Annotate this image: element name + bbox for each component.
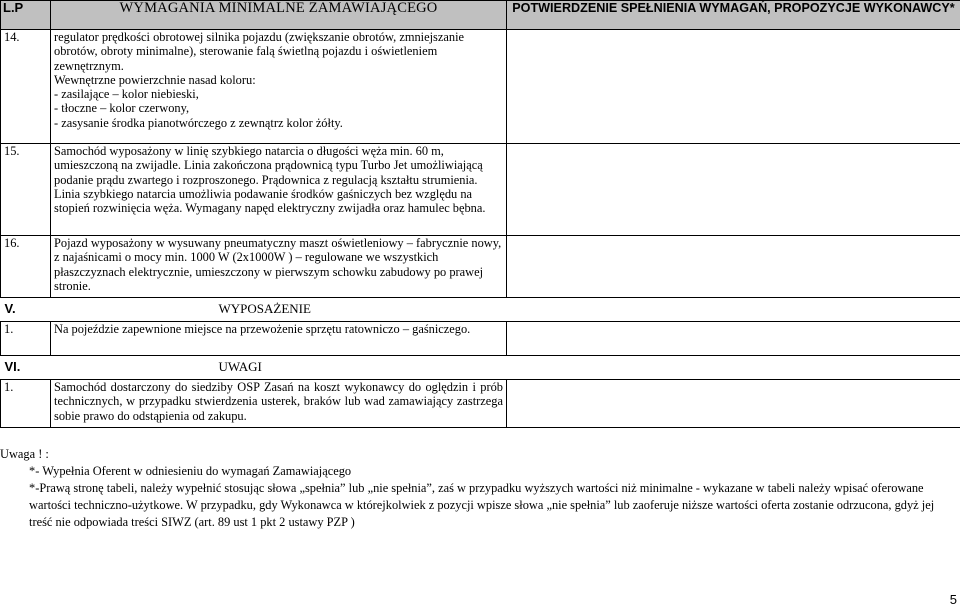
table-row-15 [1,144,960,236]
section-number: V. [1,298,51,322]
requirement-text: - zasilające – kolor niebieski, [54,87,199,102]
section-v-row [1,298,960,322]
requirement-text: - zasysanie środka pianotwórczego z zewnątrz kolor żółty. [54,115,343,130]
requirement-text: - tłoczne – kolor czerwony, [54,101,190,116]
table-row-16 [1,236,960,298]
requirement-text: regulator prędkości obrotowej silnika pojazdu (zwiększanie obrotów, zmniejszanie obrotów, obroty minimalne), sterowanie falą świetlną pojazdu i oświetleniem zewnętrznym. [54,30,465,73]
confirmation-cell[interactable] [507,144,960,236]
table-row-remarks [1,380,960,428]
requirement-text: Pojazd wyposażony w wysuwany pneumatyczny maszt oświetleniowy – fabrycznie nowy, z najaśnicami o mocy min. 1000 W (2x1000W ) – regulowane we wszystkich płaszczyznach elektrycznie, umieszczony w pierwszym schowku zabudowy po prawej stronie. [54,236,502,293]
section-vi-row [1,356,960,380]
table-row-equipment [1,322,960,356]
requirement-cell [51,236,507,298]
header-requirements: WYMAGANIA MINIMALNE ZAMAWIAJĄCEGO [51,1,507,30]
requirement-cell [51,30,507,144]
section-spacer [507,298,960,322]
row-number: 15. [1,144,51,236]
table-header-row [1,1,960,30]
table-row-14 [1,30,960,144]
note-line-2: *-Prawą stronę tabeli, należy wypełnić stosując słowa „spełnia” lub „nie spełnia”, zaś w przypadku wyższych wartości niż minimalne - wykazane w tabeli należy wpisać oferowane wartości techniczno-użytkowe. W przypadku, gdy Wykonawca w którejkolwiek z pozycji wpisze słowa „nie spełnia” lub zaoferuje niższe wartości oferta zostanie odrzucona, gdyż jej treść nie odpowiada treści SIWZ (art. 89 ust 1 pkt 2 ustawy PZP ) [29,481,935,529]
section-title: WYPOSAŻENIE [51,298,507,322]
confirmation-cell[interactable] [507,30,960,144]
confirmation-cell[interactable] [507,380,960,428]
requirement-cell [51,144,507,236]
section-spacer [507,356,960,380]
requirement-cell: Samochód dostarczony do siedziby OSP Zasań na koszt wykonawcy do oględzin i prób technicznych, w przypadku stwierdzenia usterek, braków lub wad zamawiający zastrzega sobie prawo do odstąpienia od zakupu. [51,380,507,428]
requirement-cell: Na pojeździe zapewnione miejsce na przewożenie sprzętu ratowniczo – gaśniczego. [51,322,507,356]
requirement-text: Wewnętrzne powierzchnie nasad koloru: [54,72,256,87]
row-number: 14. [1,30,51,144]
row-number: 1. [1,380,51,428]
section-title: UWAGI [51,356,507,380]
notes-block [0,446,950,531]
notes-title: Uwaga ! : [0,447,49,461]
row-number: 16. [1,236,51,298]
confirmation-cell[interactable] [507,236,960,298]
note-line-1: *- Wypełnia Oferent w odniesieniu do wymagań Zamawiającego [29,464,352,478]
header-confirmation: POTWIERDZENIE SPEŁNIENIA WYMAGAŃ, PROPOZYCJE WYKONAWCY* [507,1,960,30]
requirement-text: Samochód wyposażony w linię szybkiego natarcia o długości węża min. 60 m, umieszczoną na zwijadle. Linia zakończona prądownicą typu Turbo Jet umożliwiającą podanie prądu zwartego i rozproszonego. Prądownica z regulacją kształtu strumienia. Linia szybkiego natarcia umożliwia podawanie środków gaśniczych bez względu na stopień rozwinięcia węża. Wymagany napęd elektryczny zwijadła oraz hamulec bębna. [54,144,486,216]
section-number: VI. [1,356,51,380]
header-lp: L.P [1,1,51,30]
row-number: 1. [1,322,51,356]
confirmation-cell[interactable] [507,322,960,356]
page-number: 5 [949,592,957,607]
